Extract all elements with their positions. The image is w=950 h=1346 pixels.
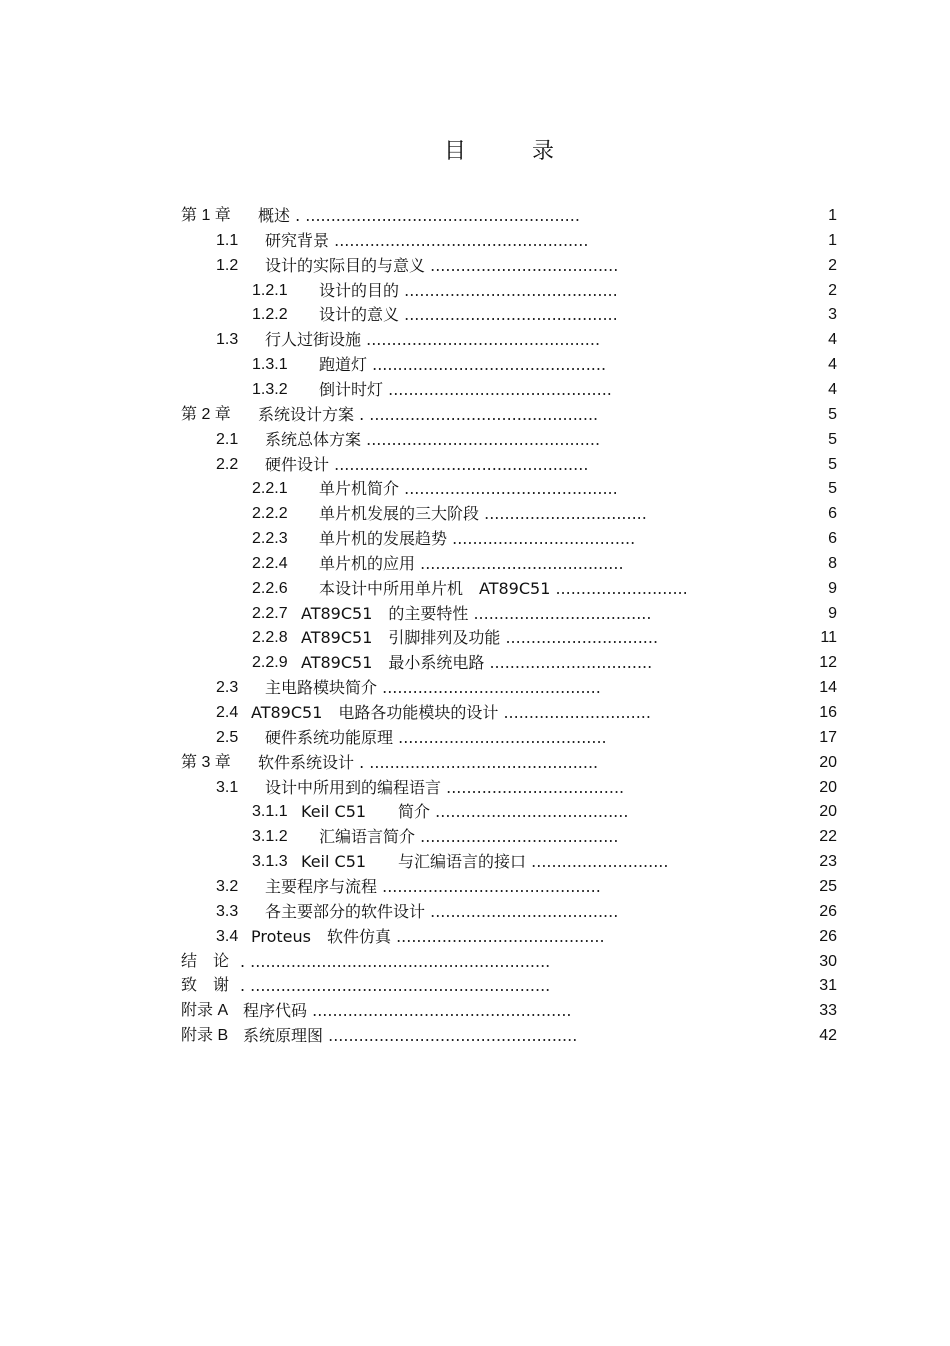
- toc-entry-number: 1.3: [216, 331, 239, 349]
- toc-leader-dots: ............................................: [383, 379, 612, 399]
- toc-entry-label: 各主要部分的软件设计 .....................................: [265, 901, 619, 921]
- toc-entry-label: 硬件系统功能原理 .........................................: [265, 727, 607, 747]
- toc-page-number: 3: [828, 306, 837, 324]
- toc-page-number: 20: [819, 803, 837, 821]
- toc-entry-number: 1.2: [216, 256, 239, 274]
- toc-entry-label: 单片机简介 ..........................................: [319, 479, 618, 499]
- toc-entry-label: 设计中所用到的编程语言 ...................................: [265, 777, 625, 797]
- toc-page-number: 5: [828, 480, 837, 498]
- toc-entry-number: 3.1: [216, 778, 239, 796]
- toc-page-number: 30: [819, 952, 837, 970]
- toc-entry-number: 2.2.8: [252, 629, 288, 647]
- toc-entry-label: . ...........................................................: [240, 951, 551, 971]
- toc-leader-dots: .............................................: [364, 752, 599, 772]
- toc-page-number: 5: [828, 455, 837, 473]
- toc-entry-number: 第 2 章: [181, 405, 231, 423]
- toc-entry-label: Proteus 软件仿真 .........................................: [251, 926, 605, 946]
- toc-entry-number: 2.2.7: [252, 604, 288, 622]
- toc-entry-label: 单片机发展的三大阶段 ................................: [319, 504, 647, 524]
- toc-entry-number: 2.3: [216, 679, 239, 697]
- toc-leader-dots: .....................................: [425, 901, 619, 921]
- toc-entry-number: 第 3 章: [181, 753, 231, 771]
- toc-leader-dots: ..............................................: [361, 429, 601, 449]
- toc-leader-dots: ................................: [479, 504, 647, 524]
- toc-entry-number: 2.2.9: [252, 654, 288, 672]
- toc-leader-dots: ..........................................: [399, 280, 618, 300]
- toc-page-number: 26: [819, 927, 837, 945]
- toc-leader-dots: ......................................: [430, 802, 629, 822]
- toc-entry-number: 附录 B: [181, 1027, 229, 1045]
- toc-leader-dots: ..........................................: [399, 479, 618, 499]
- toc-leader-dots: .......................................: [415, 827, 619, 847]
- toc-page-number: 22: [819, 828, 837, 846]
- toc-leader-dots: ................................: [484, 653, 653, 673]
- toc-entry-label: 软件系统设计 . .............................................: [258, 752, 599, 772]
- toc-entry-label: 跑道灯 ..............................................: [319, 355, 607, 375]
- toc-entry-label: 系统总体方案 ..............................................: [265, 429, 601, 449]
- toc-leader-dots: ..............................: [500, 628, 659, 648]
- toc-entry-label: 汇编语言简介 .......................................: [319, 827, 619, 847]
- toc-page-number: 4: [828, 380, 837, 398]
- toc-entry-label: 单片机的应用 ........................................: [319, 553, 624, 573]
- toc-leader-dots: .............................................: [364, 404, 599, 424]
- toc-entry-label: 设计的意义 ..........................................: [319, 305, 618, 325]
- toc-entry-label: AT89C51 的主要特性 ...................................: [301, 603, 652, 623]
- toc-entry-number: 附录 A: [181, 1002, 229, 1020]
- toc-entry-number: 2.2.1: [252, 480, 288, 498]
- toc-page-number: 14: [819, 679, 837, 697]
- toc-leader-dots: ...........................................................: [245, 951, 551, 971]
- toc-page-number: 33: [819, 1002, 837, 1020]
- toc-entry-number: 2.5: [216, 728, 239, 746]
- toc-leader-dots: ...........................: [526, 852, 669, 872]
- toc-entry-number: 3.1.2: [252, 828, 288, 846]
- toc-page-number: 2: [828, 256, 837, 274]
- toc-leader-dots: ....................................: [447, 529, 636, 549]
- toc-entry-number: 结 论: [181, 952, 230, 970]
- toc-entry-label: 本设计中所用单片机 AT89C51 ..........................: [319, 578, 688, 598]
- toc-page-number: 4: [828, 356, 837, 374]
- toc-entry-label: 系统设计方案 . .............................................: [258, 404, 599, 424]
- toc-entry-number: 1.2.1: [252, 281, 288, 299]
- toc-leader-dots: ..................................................: [329, 454, 589, 474]
- toc-page-number: 1: [828, 231, 837, 249]
- toc-leader-dots: ......................................................: [300, 206, 580, 225]
- toc-entry-label: 单片机的发展趋势 ....................................: [319, 529, 636, 549]
- toc-leader-dots: .........................................: [393, 727, 607, 747]
- toc-entry-label: 概述 . ......................................................: [258, 206, 580, 225]
- toc-page-number: 16: [819, 704, 837, 721]
- toc-page-number: 12: [819, 654, 837, 672]
- toc-entry-number: 1.3.2: [252, 380, 288, 398]
- toc-entry-label: Keil C51 与汇编语言的接口 ...........................: [301, 852, 669, 872]
- toc-entry-label: 主电路模块简介 ...........................................: [265, 678, 601, 698]
- toc-entry-number: 3.1.1: [252, 803, 288, 821]
- toc-page-number: 20: [819, 778, 837, 796]
- toc-entry-number: 2.2.4: [252, 554, 288, 572]
- toc-entry-label: 研究背景 ..................................................: [265, 230, 589, 250]
- toc-leader-dots: ...................................: [468, 603, 652, 623]
- toc-page-number: 31: [819, 977, 837, 995]
- toc-page-number: 8: [828, 554, 837, 572]
- toc-entry-label: 程序代码 ...................................................: [243, 1001, 572, 1021]
- toc-entry-number: 2.4: [216, 704, 239, 721]
- toc-leader-dots: ..................................................: [329, 230, 589, 250]
- toc-entry-number: 第 1 章: [181, 207, 231, 224]
- toc-page-number: 9: [828, 579, 837, 597]
- toc-title: 目 录: [443, 139, 576, 164]
- toc-leader-dots: ........................................: [415, 553, 624, 573]
- toc-page-number: 6: [828, 505, 837, 523]
- toc-entry-number: 1.2.2: [252, 306, 288, 324]
- toc-page-number: 9: [828, 604, 837, 622]
- toc-page-number: 5: [828, 430, 837, 448]
- toc-entry-number: 1.1: [216, 231, 239, 249]
- toc-leader-dots: .................................................: [323, 1026, 578, 1046]
- toc-leader-dots: ..........................: [550, 578, 688, 598]
- toc-entry-number: 2.2.3: [252, 530, 288, 548]
- toc-leader-dots: .............................: [498, 703, 651, 722]
- toc-leader-dots: ...........................................: [377, 678, 601, 698]
- toc-entry-number: 2.1: [216, 430, 239, 448]
- toc-page-number: 2: [828, 281, 837, 299]
- toc-leader-dots: ...................................: [441, 777, 625, 797]
- toc-page-number: 26: [819, 902, 837, 920]
- toc-entry-label: 设计的实际目的与意义 .....................................: [265, 255, 619, 275]
- toc-entry-number: 3.4: [216, 927, 239, 945]
- toc-entry-number: 3.3: [216, 902, 239, 920]
- toc-entry-label: AT89C51 引脚排列及功能 ..............................: [301, 628, 659, 648]
- toc-page-number: 20: [819, 753, 837, 771]
- toc-entry-label: 系统原理图 .................................................: [243, 1026, 578, 1046]
- toc-leader-dots: ...................................................: [307, 1001, 572, 1021]
- toc-entry-label: 硬件设计 ..................................................: [265, 454, 589, 474]
- toc-leader-dots: ...........................................: [377, 876, 601, 896]
- toc-entry-label: 设计的目的 ..........................................: [319, 280, 618, 300]
- toc-entry-number: 3.1.3: [252, 853, 288, 871]
- toc-entry-number: 3.2: [216, 877, 239, 895]
- toc-entry-number: 2.2.6: [252, 579, 288, 597]
- toc-leader-dots: ..........................................: [399, 305, 618, 325]
- toc-page-number: 25: [819, 877, 837, 895]
- toc-entry-number: 1.3.1: [252, 356, 288, 374]
- toc-page-number: 17: [819, 728, 837, 746]
- toc-page-number: 1: [828, 207, 837, 224]
- toc-page-number: 6: [828, 530, 837, 548]
- toc-leader-dots: ..............................................: [367, 355, 607, 375]
- toc-leader-dots: .....................................: [425, 255, 619, 275]
- toc-page-number: 11: [820, 629, 837, 647]
- toc-entry-number: 致 谢: [181, 977, 230, 995]
- toc-entry-label: 行人过街设施 ..............................................: [265, 330, 601, 350]
- toc-leader-dots: ...........................................................: [245, 976, 551, 996]
- toc-entry-label: Keil C51 简介 ......................................: [301, 802, 629, 822]
- toc-entry-label: . ...........................................................: [240, 976, 551, 996]
- toc-page-number: 23: [819, 853, 837, 871]
- toc-entry-label: AT89C51 最小系统电路 ................................: [301, 653, 653, 673]
- toc-page-number: 42: [819, 1027, 837, 1045]
- toc-page-number: 4: [828, 331, 837, 349]
- toc-entry-number: 2.2: [216, 455, 239, 473]
- toc-entry-label: 主要程序与流程 ...........................................: [265, 876, 601, 896]
- toc-leader-dots: .........................................: [390, 926, 605, 946]
- toc-page-number: 5: [828, 405, 837, 423]
- toc-entry-label: AT89C51 电路各功能模块的设计 .............................: [251, 703, 651, 722]
- toc-entry-label: 倒计时灯 ............................................: [319, 379, 612, 399]
- toc-entry-number: 2.2.2: [252, 505, 288, 523]
- toc-leader-dots: ..............................................: [361, 330, 601, 350]
